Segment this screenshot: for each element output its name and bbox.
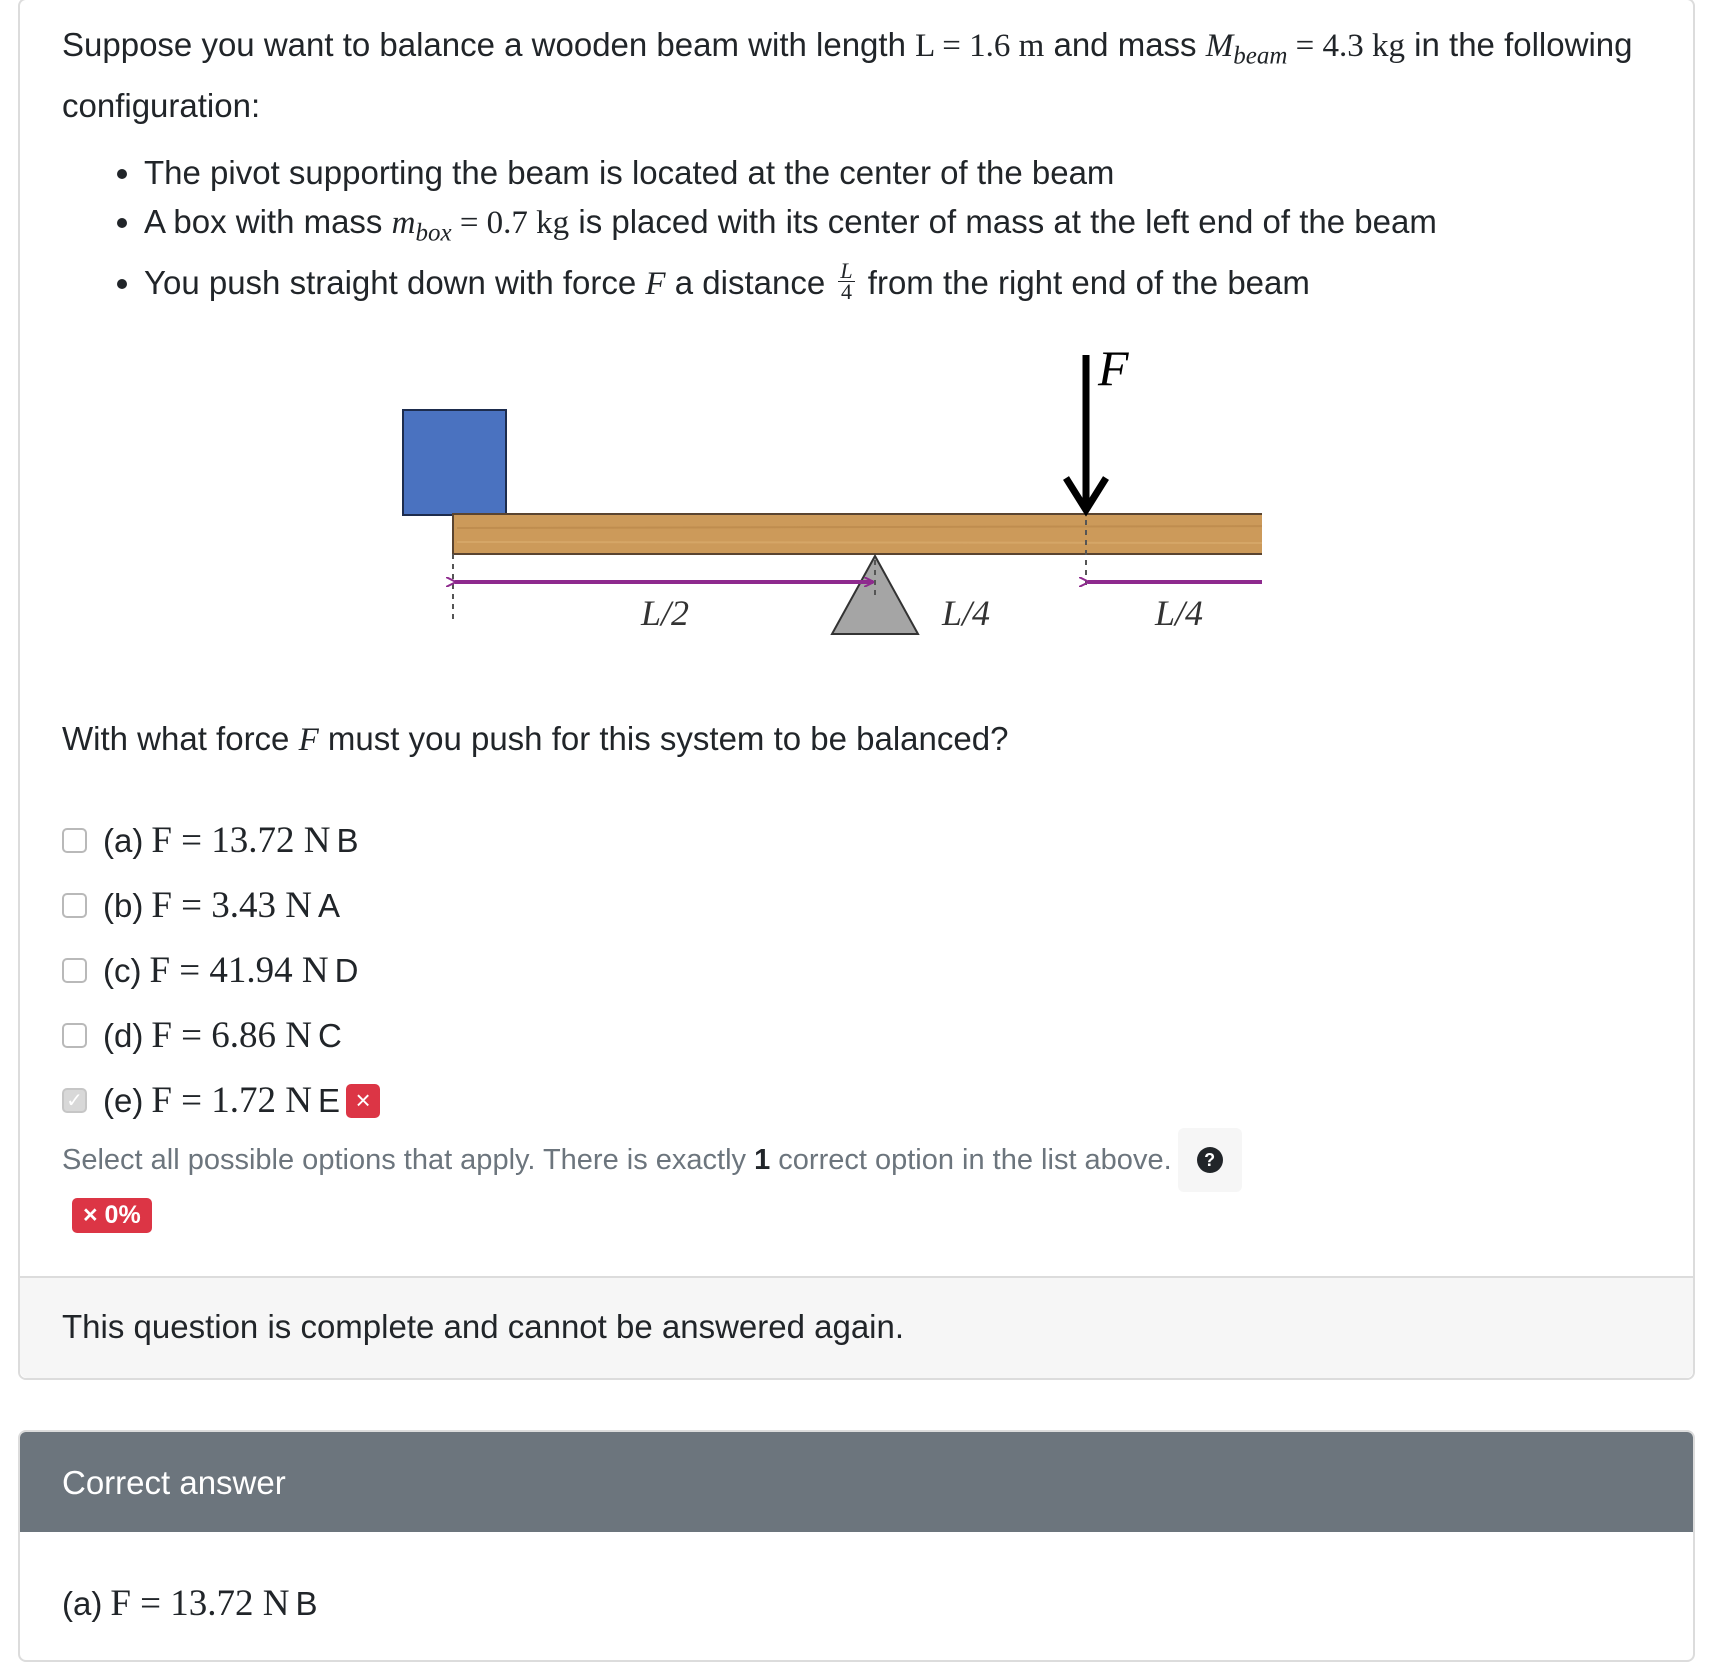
question-card	[18, 0, 1695, 1380]
config-force-text-end: from the right end of the beam	[858, 263, 1310, 301]
selection-hint	[62, 1128, 1242, 1192]
option-label: (e)	[103, 1081, 144, 1119]
checkbox[interactable]	[62, 893, 87, 918]
configuration-list	[62, 148, 1437, 309]
option-a[interactable]	[62, 808, 380, 873]
question-stem	[62, 20, 1662, 130]
stem-mass-symbol: M	[1205, 28, 1234, 64]
stem-text: Suppose you want to balance a wooden beam with length	[62, 26, 916, 63]
option-letter: A	[318, 886, 341, 924]
box-mass-sub: box	[415, 219, 452, 247]
box	[403, 410, 506, 515]
config-item-force	[144, 258, 1437, 309]
config-force-mid: a distance	[665, 263, 835, 301]
config-pivot-text: The pivot supporting the beam is located at the center of the beam	[144, 154, 1115, 191]
option-label: (c)	[103, 951, 142, 989]
option-e[interactable]	[62, 1068, 380, 1133]
option-expression: F = 1.72 N	[151, 1080, 313, 1121]
option-expression: F = 6.86 N	[151, 1015, 313, 1056]
option-b[interactable]	[62, 873, 380, 938]
correct-answer-letter: B	[295, 1584, 318, 1622]
box-mass-symbol: m	[391, 205, 416, 241]
stem-length: L = 1.6 m	[915, 28, 1045, 64]
fraction-denominator: 4	[841, 279, 852, 305]
correct-answer-label: (a)	[62, 1584, 103, 1622]
beam-diagram	[62, 330, 1262, 660]
option-letter: C	[318, 1016, 342, 1054]
config-box-text: A box with mass	[144, 203, 392, 240]
correct-answer-title: Correct answer	[62, 1464, 286, 1501]
checkbox[interactable]	[62, 958, 87, 983]
prompt-text: With what force	[62, 720, 299, 757]
correct-answer-body	[62, 1582, 318, 1625]
prompt-force-symbol: F	[298, 722, 319, 758]
option-letter: E	[318, 1081, 341, 1119]
option-letter: D	[334, 951, 359, 989]
config-force-text: You push straight down with force	[144, 263, 646, 301]
config-item-pivot	[144, 148, 1437, 197]
hint-text: Select all possible options that apply. There is exactly	[62, 1143, 747, 1176]
question-prompt	[62, 720, 1008, 759]
option-label: (a)	[103, 821, 144, 859]
option-letter: B	[336, 821, 359, 859]
option-d[interactable]	[62, 1003, 380, 1068]
score-badge: × 0%	[72, 1198, 152, 1233]
completion-message: This question is complete and cannot be answered again.	[62, 1308, 905, 1345]
checkbox-checked[interactable]: ✓	[62, 1088, 87, 1113]
label-quarter-length-1: L/4	[941, 593, 991, 633]
checkbox[interactable]	[62, 828, 87, 853]
beam-grain-2	[457, 542, 1262, 543]
correct-answer-expression: F = 13.72 N	[110, 1583, 290, 1624]
hint-count: 1	[754, 1143, 771, 1176]
option-expression: F = 41.94 N	[149, 950, 329, 991]
stem-mass-value: = 4.3 kg	[1287, 28, 1406, 64]
checkbox[interactable]	[62, 1023, 87, 1048]
question-footer	[20, 1276, 1693, 1378]
help-button[interactable]	[1178, 1128, 1242, 1192]
prompt-text-end: must you push for this system to be balanced?	[318, 720, 1009, 757]
answer-options	[62, 808, 380, 1133]
incorrect-mark-icon: ×	[346, 1084, 380, 1118]
config-item-box	[144, 197, 1437, 258]
help-icon: ?	[1197, 1147, 1223, 1173]
box-mass-value: = 0.7 kg	[451, 205, 570, 241]
stem-text-mid: and mass	[1044, 26, 1206, 63]
option-expression: F = 13.72 N	[151, 820, 331, 861]
stem-text-end: in the following configuration:	[62, 26, 1633, 124]
config-box-text-end: is placed with its center of mass at the left end of the beam	[569, 203, 1437, 240]
wooden-beam	[453, 514, 1262, 554]
correct-answer-card	[18, 1430, 1695, 1662]
option-label: (d)	[103, 1016, 144, 1054]
hint-text-end: correct option in the list above.	[778, 1143, 1172, 1176]
fraction-numerator: L	[840, 258, 853, 284]
force-symbol: F	[645, 265, 666, 302]
correct-answer-header	[20, 1432, 1693, 1532]
label-half-length: L/2	[640, 593, 690, 633]
option-label: (b)	[103, 886, 144, 924]
label-quarter-length-2: L/4	[1154, 593, 1204, 633]
force-label: F	[1098, 340, 1129, 396]
option-c[interactable]	[62, 938, 380, 1003]
option-expression: F = 3.43 N	[151, 885, 313, 926]
fraction-l-over-4	[838, 258, 854, 305]
stem-mass-sub: beam	[1233, 42, 1288, 70]
